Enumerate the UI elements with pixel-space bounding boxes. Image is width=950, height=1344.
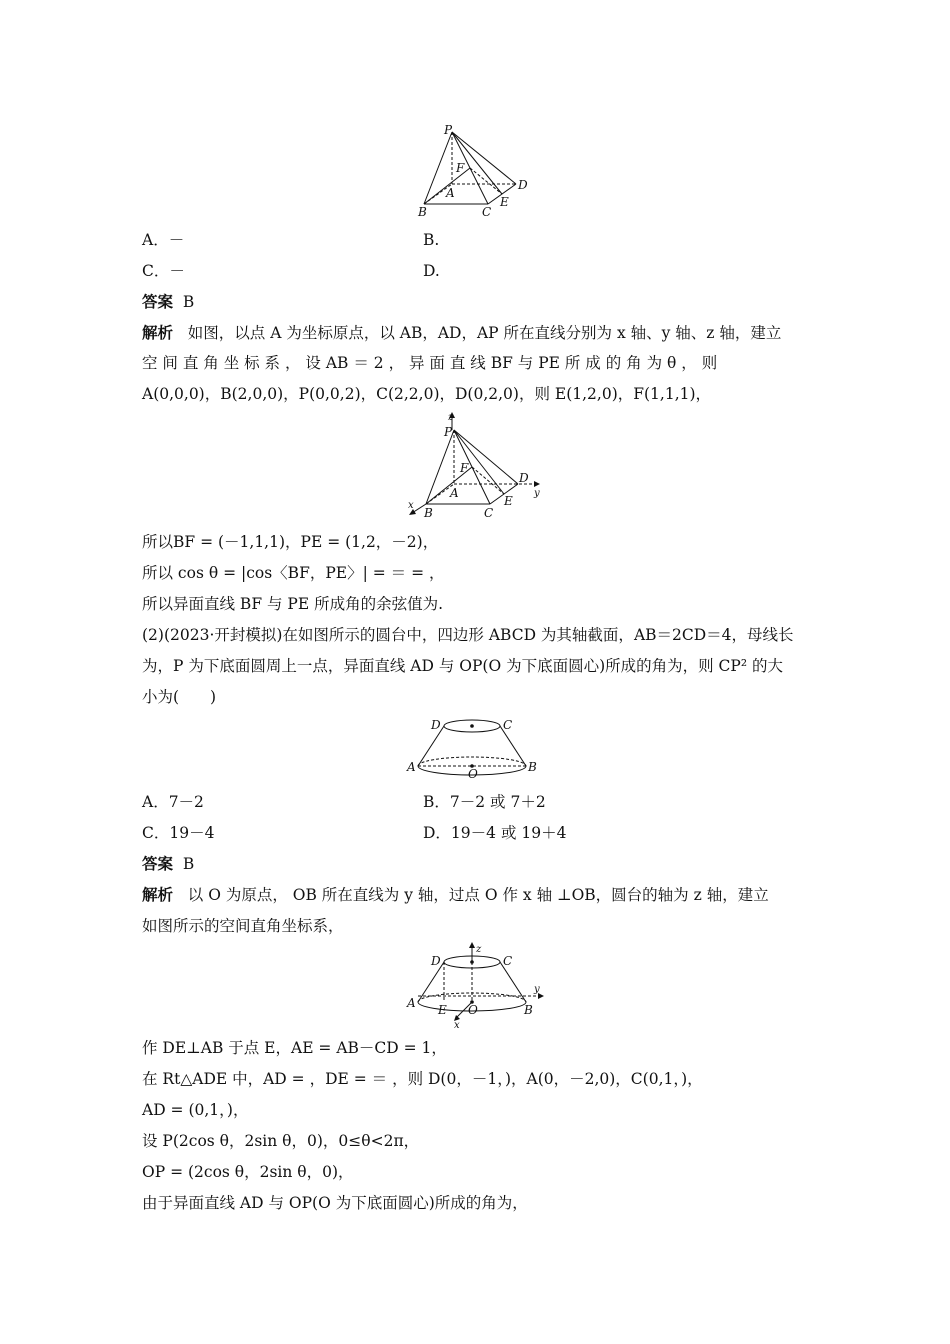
label-d: D: [519, 471, 529, 485]
label-a: A: [450, 486, 459, 500]
label-o: O: [468, 1003, 478, 1017]
label-a: A: [407, 760, 416, 774]
label-c: C: [484, 506, 494, 520]
label-f: F: [456, 161, 465, 175]
after-2-line-2: 在 Rt△ADE 中，AD = ，DE = ＝ ，则 D(0，－1，)，A(0，－2,0)，C(0,1，)，: [142, 1070, 703, 1088]
pyramid-figure: [412, 122, 542, 222]
option-c: C．－: [142, 262, 185, 280]
stem-2-line-1: (2)(2023·开封模拟)在如图所示的圆台中，四边形 ABCD 为其轴截面，AB＝2CD＝4，母线长: [142, 626, 794, 644]
label-e: E: [500, 195, 509, 209]
solution-1-line-2: 空 间 直 角 坐 标 系 ， 设 AB ＝ 2 ， 异 面 直 线 BF 与 PE 所 成 的 角 为 θ ， 则: [142, 354, 718, 372]
label-d: D: [431, 718, 441, 732]
option-d-2: D．19－4 或 19＋4: [423, 824, 567, 842]
label-d: D: [431, 954, 441, 968]
answer-1: [142, 292, 812, 312]
label-c: C: [503, 718, 513, 732]
pyramid-axes-figure: [404, 410, 554, 522]
solution-label: 解析: [142, 885, 174, 904]
option-d: D.: [423, 262, 440, 280]
label-z: z: [448, 412, 454, 423]
frustum-figure: [404, 712, 554, 782]
label-b: B: [524, 1003, 533, 1017]
label-o: O: [468, 767, 478, 781]
solution-1-line-1: 解析 如图，以点 A 为坐标原点，以 AB，AD，AP 所在直线分别为 x 轴、y 轴、z 轴，建立: [142, 323, 782, 342]
label-x: x: [454, 1020, 460, 1030]
option-b-2: B．7－2 或 7＋2: [423, 793, 546, 811]
label-y: y: [534, 984, 540, 995]
label-b: B: [528, 760, 537, 774]
after-1-line-1: 所以BF = (－1,1,1)，PE = (1,2，－2)，: [142, 533, 439, 551]
after-2-line-1: 作 DE⊥AB 于点 E，AE = AB－CD = 1，: [142, 1039, 447, 1057]
after-2-line-6: 由于异面直线 AD 与 OP(O 为下底面圆心)所成的角为，: [142, 1194, 528, 1212]
option-b: B.: [423, 231, 440, 249]
stem-2-line-3: 小为( ): [142, 688, 217, 706]
label-x: x: [408, 500, 414, 511]
option-a: A．－: [142, 231, 185, 249]
label-e: E: [504, 494, 513, 508]
option-a-2: A．7－2: [142, 793, 204, 811]
answer-value: B: [182, 293, 195, 311]
after-2-line-4: 设 P(2cos θ，2sin θ，0)，0≤θ<2π，: [142, 1132, 420, 1150]
answer-2: [142, 854, 812, 874]
frustum-axes-figure: [404, 940, 554, 1030]
solution-1-line-3: A(0,0,0)，B(2,0,0)，P(0,0,2)，C(2,2,0)，D(0,2,0)，则 E(1,2,0)，F(1,1,1)，: [142, 385, 712, 403]
label-b: B: [418, 205, 427, 219]
stem-2-line-2: 为，P 为下底面圆周上一点，异面直线 AD 与 OP(O 为下底面圆心)所成的角为，则 CP² 的大: [142, 657, 783, 675]
after-1-line-2: 所以 cos θ = |cos〈BF，PE〉| = ＝ = ，: [142, 564, 445, 582]
label-c: C: [503, 954, 513, 968]
label-z: z: [476, 944, 482, 955]
answer-label: 答案: [142, 292, 174, 311]
after-2-line-3: AD = (0,1，)，: [142, 1101, 249, 1119]
after-1-line-3: 所以异面直线 BF 与 PE 所成角的余弦值为.: [142, 595, 444, 613]
solution-2-line-1: 解析 以 O 为原点， OB 所在直线为 y 轴，过点 O 作 x 轴 ⊥OB，圆台的轴为 z 轴，建立: [142, 885, 769, 904]
label-a: A: [446, 186, 455, 200]
label-b: B: [424, 506, 433, 520]
after-2-line-5: OP = (2cos θ，2sin θ，0)，: [142, 1163, 354, 1181]
answer-label: 答案: [142, 854, 174, 873]
label-d: D: [518, 178, 528, 192]
option-c-2: C．19－4: [142, 824, 215, 842]
solution-label: 解析: [142, 323, 174, 342]
label-p: P: [444, 425, 453, 439]
solution-2-line-2: 如图所示的空间直角坐标系，: [142, 917, 344, 935]
label-a: A: [407, 996, 416, 1010]
label-f: F: [460, 461, 469, 475]
label-c: C: [482, 205, 492, 219]
answer-value: B: [182, 855, 195, 873]
label-y: y: [534, 488, 540, 499]
label-p: P: [444, 123, 453, 137]
label-e: E: [438, 1003, 447, 1017]
